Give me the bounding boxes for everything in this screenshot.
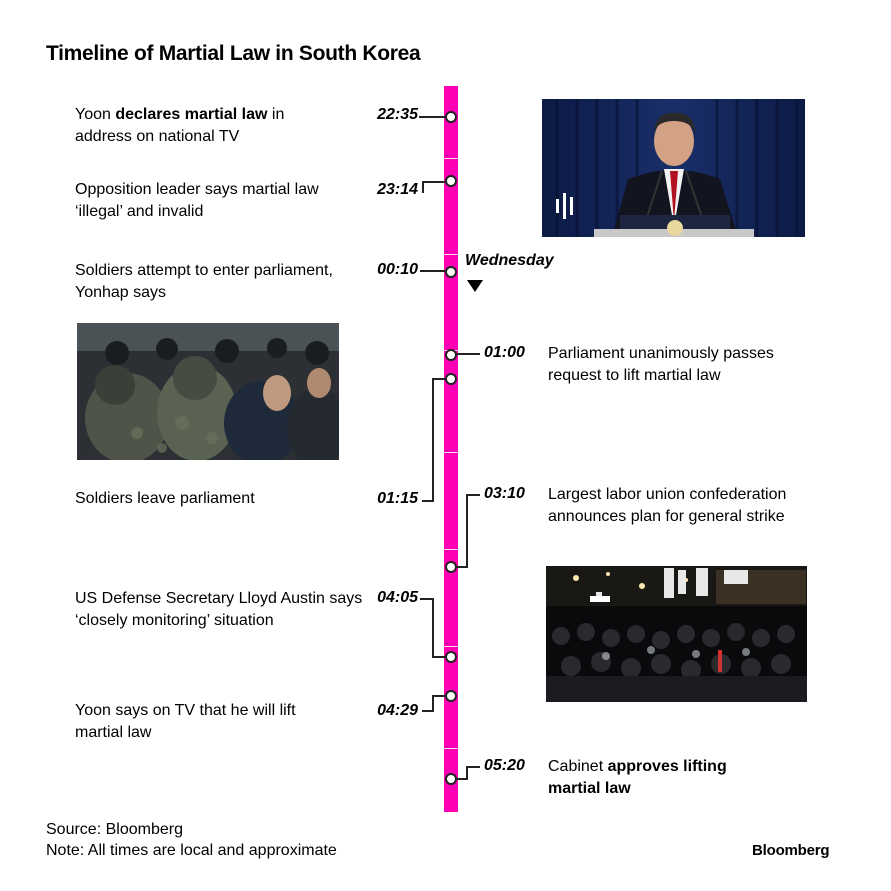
- connector-line: [466, 766, 480, 768]
- connector-line: [432, 598, 434, 658]
- event-text-bold: approves lifting martial law: [548, 758, 727, 797]
- event-dot: [445, 651, 457, 663]
- event-dot: [445, 111, 457, 123]
- connector-line: [466, 766, 468, 780]
- event-time: 04:05: [377, 589, 418, 606]
- connector-line: [466, 494, 480, 496]
- event-dot: [445, 690, 457, 702]
- event-dot: [445, 373, 457, 385]
- connector-line: [466, 494, 468, 568]
- spine-tick: [444, 254, 458, 255]
- connector-line: [432, 378, 446, 380]
- event-time: 05:20: [484, 757, 525, 774]
- day-marker-arrow-icon: [467, 280, 483, 292]
- spine-tick: [444, 549, 458, 550]
- photo-speaker-podium-illustration: [542, 99, 805, 237]
- connector-line: [422, 710, 434, 712]
- event-time: 00:10: [377, 261, 418, 278]
- event-text: Parliament unanimously passes request to lift martial law: [548, 345, 774, 384]
- brand-logo: Bloomberg: [752, 842, 830, 859]
- event-text-part: Cabinet: [548, 758, 608, 775]
- event-dot: [445, 175, 457, 187]
- connector-line: [456, 353, 480, 355]
- event-time: 03:10: [484, 485, 525, 502]
- spine-tick: [444, 748, 458, 749]
- photo-speaker-podium: [542, 99, 805, 237]
- day-marker-label: Wednesday: [465, 252, 554, 269]
- connector-line: [432, 695, 446, 697]
- event-dot: [445, 266, 457, 278]
- event-text: US Defense Secretary Lloyd Austin says ‘closely monitoring’ situation: [75, 590, 363, 629]
- event-text: Yoon says on TV that he will lift martial law: [75, 702, 296, 741]
- photo-soldiers-crowd: [77, 323, 339, 460]
- event-text: Soldiers leave parliament: [75, 490, 255, 507]
- event-text-part: in address on national TV: [75, 106, 285, 145]
- event-text: Largest labor union confederation announces plan for general strike: [548, 486, 787, 525]
- event-text-part: Yoon: [75, 106, 116, 123]
- event-time: 04:29: [377, 702, 418, 719]
- event-text-bold: declares martial law: [115, 106, 268, 123]
- event-dot: [445, 349, 457, 361]
- connector-line: [422, 500, 434, 502]
- timeline-spine: [444, 86, 458, 812]
- event-text: Opposition leader says martial law ‘illegal’ and invalid: [75, 181, 319, 220]
- source-note: Source: Bloomberg: [46, 821, 183, 838]
- connector-line: [422, 181, 446, 183]
- event-time: 01:15: [377, 490, 418, 507]
- connector-line: [420, 270, 446, 272]
- event-time: 01:00: [484, 344, 525, 361]
- connector-line: [432, 656, 446, 658]
- connector-line: [432, 378, 434, 502]
- photo-night-protest: [546, 566, 807, 702]
- spine-tick: [444, 646, 458, 647]
- chart-title: Timeline of Martial Law in South Korea: [46, 42, 421, 65]
- spine-tick: [444, 158, 458, 159]
- footnote: Note: All times are local and approximate: [46, 842, 337, 859]
- photo-night-protest-illustration: [546, 566, 807, 702]
- event-text: [75, 104, 340, 148]
- photo-soldiers-crowd-illustration: [77, 323, 339, 460]
- event-text: [548, 756, 778, 800]
- event-time: 23:14: [377, 181, 418, 198]
- spine-tick: [444, 452, 458, 453]
- event-text: Soldiers attempt to enter parliament, Yonhap says: [75, 262, 333, 301]
- event-time: 22:35: [377, 106, 418, 123]
- connector-line: [419, 116, 446, 118]
